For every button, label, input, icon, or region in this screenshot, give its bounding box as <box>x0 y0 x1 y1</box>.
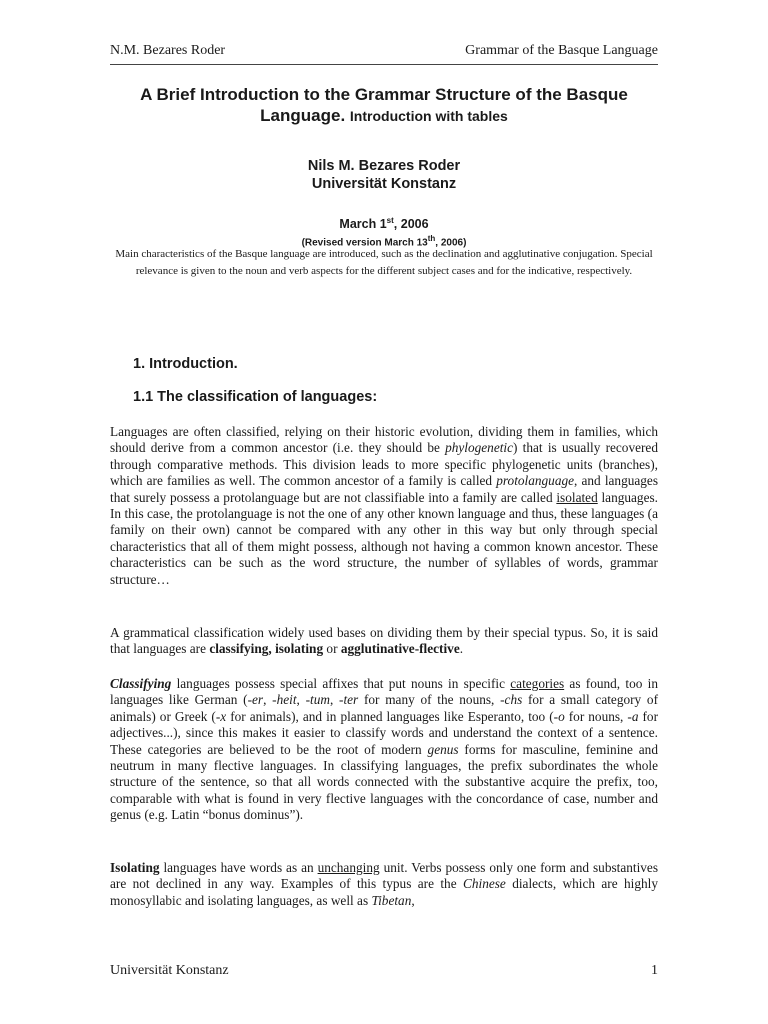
revised-sup: th <box>427 234 436 244</box>
section-heading-introduction: 1. Introduction. <box>133 356 238 372</box>
author-affiliation: Universität Konstanz <box>311 176 457 192</box>
p3-text-10: for adjectives...), since this makes it easier to classify words and understand the context of a sentence. These categories are believed to be the root of modern <box>110 708 658 757</box>
p4-term-unchanging: unchanging <box>317 860 380 875</box>
p3-sep-3: , <box>329 692 340 708</box>
p3-suffix-heit: -heit <box>272 692 297 708</box>
header-author: N.M. Bezares Roder <box>110 43 226 58</box>
author-name: Nils M. Bezares Roder <box>307 158 461 174</box>
p3-text-11: forms for masculine, feminine and neutrum in many flective languages. In classifying languages, the prefix subordinates the whole structure of the sentence, so that all words connected with the substantive acquire the prefix, too, comparable with what is found in very flective languages with the concordance of case, number and genus (e.g. Latin “bonus dominus”). <box>110 741 658 823</box>
p3-sep-2: , <box>296 692 306 708</box>
p3-text-6: for many of the nouns, <box>358 692 501 708</box>
header-doc-title: Grammar of the Basque Language <box>465 43 658 58</box>
p3-text-8: for animals), and in planned languages like Esperanto, too ( <box>226 708 554 724</box>
title-subtitle: Introduction with tables <box>349 108 508 124</box>
date-line <box>110 213 658 232</box>
p3-term-classifying: Classifying <box>110 676 172 691</box>
p3-suffix-chs: -chs <box>500 692 523 708</box>
date-prefix: March 1 <box>339 217 387 232</box>
p1-term-phylogenetic: phylogenetic <box>445 440 514 456</box>
running-footer <box>110 963 658 979</box>
p3-text-1: languages possess special affixes that put nouns in specific <box>171 676 511 691</box>
title-block <box>110 84 658 249</box>
p1-text-1: Languages are often classified, relying on their historic evolution, dividing them in families, which should derive from a common ancestor (i.e. they should be <box>110 424 658 456</box>
p3-text-9: for nouns, <box>564 708 628 724</box>
p3-suffix-x: -x <box>215 708 227 724</box>
p4-text-3: dialects, which are highly monosyllabic and isolating languages, as well as <box>110 876 658 908</box>
p3-text-2: as found, too in languages like German ( <box>110 676 658 708</box>
paragraph-typus <box>110 625 658 658</box>
p4-term-tibetan: Tibetan <box>371 892 412 908</box>
title-main: A Brief Introduction to the Grammar Structure of the Basque Language. <box>140 85 628 125</box>
date-suffix: , 2006 <box>393 217 429 232</box>
p1-term-isolated: isolated <box>556 489 598 505</box>
p4-text-4: , <box>411 892 415 908</box>
p2-term-agglutinative-flective: agglutinative-flective <box>340 641 460 657</box>
p3-term-genus: genus <box>427 741 459 757</box>
revised-suffix: , 2006) <box>435 237 467 249</box>
paragraph-families <box>110 424 658 588</box>
p1-text-3: , and languages that surely possess a protolanguage but are not classifiable into a family are called <box>110 473 658 505</box>
p3-term-categories: categories <box>510 676 565 691</box>
p4-term-isolating: Isolating <box>110 860 160 875</box>
paragraph-isolating <box>110 860 658 909</box>
abstract: Main characteristics of the Basque language are introduced, such as the declination and agglutinative conjugation. Special relevance is given to the noun and verb aspects for the different subject cases and for the indicative, respectively. <box>115 248 653 277</box>
footer-affiliation: Universität Konstanz <box>110 963 229 978</box>
p3-text-7: for a small category of animals) or Greek ( <box>110 692 658 724</box>
p1-text-4: languages. In this case, the protolanguage is not the one of any other known language and thus, these languages (a family on their own) cannot be compared with any other in this way but only through special characteristics that all of them might possess, although not having a common known ancestor. These characteristics can be such as the word structure, the number of syllables of words, grammar structure… <box>110 489 658 587</box>
p3-suffix-tum: -tum <box>305 692 330 708</box>
p2-term-classifying-isolating: classifying, isolating <box>209 641 324 657</box>
p2-text-2: or <box>323 641 341 657</box>
document-title <box>110 84 658 127</box>
revised-prefix: (Revised version March 13 <box>301 237 428 249</box>
paragraph-classifying <box>110 676 658 824</box>
page-number: 1 <box>651 963 658 978</box>
p3-suffix-er: -er <box>247 692 264 708</box>
p3-suffix-ter: -ter <box>339 692 359 708</box>
section-heading-classification: 1.1 The classification of languages: <box>133 389 378 405</box>
p3-sep-1: , <box>263 692 273 708</box>
p1-term-protolanguage: protolanguage <box>496 473 575 489</box>
p4-term-chinese: Chinese <box>462 876 506 892</box>
p1-text-2: ) that is usually recovered through comparative methods. This division leads to more specific phylogenetic units (branches), which are families as well. The common ancestor of a family is called <box>110 440 658 489</box>
p4-text-2: unit. Verbs possess only one form and substantives are not declined in any way. Examples of this typus are the <box>110 860 659 892</box>
running-header <box>110 42 658 65</box>
p2-text-3: . <box>459 641 464 657</box>
p3-suffix-o: -o <box>553 708 565 724</box>
p2-text-1: A grammatical classification widely used bases on dividing them by their special typus. So, it is said that languages are <box>110 625 658 657</box>
date-sup: st <box>386 216 394 225</box>
author-block <box>110 157 658 193</box>
p3-suffix-a: -a <box>627 708 639 724</box>
p4-text-1: languages have words as an <box>159 860 318 875</box>
